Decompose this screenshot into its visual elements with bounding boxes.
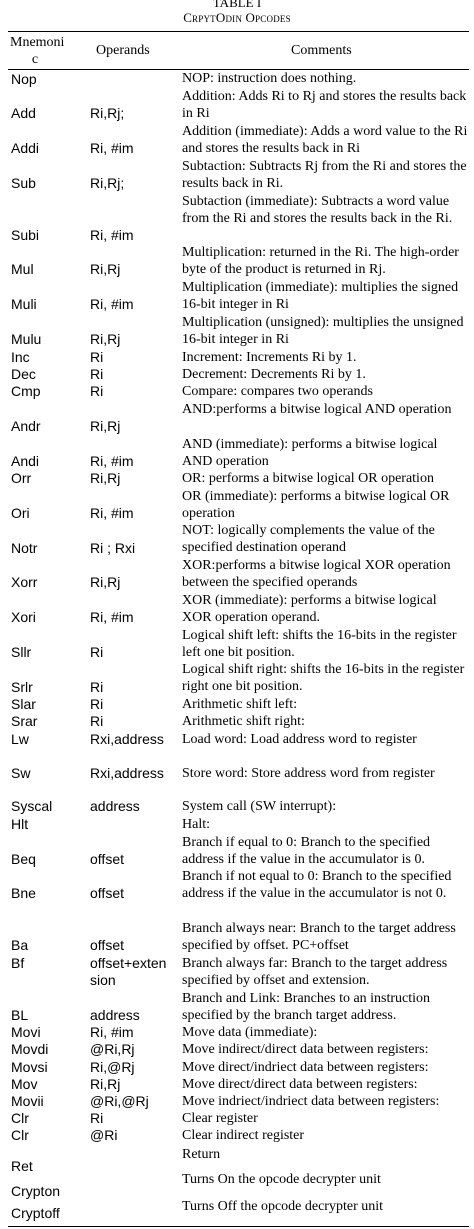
opcode-operands: @Ri,Rj xyxy=(90,1041,135,1057)
opcode-operands: address xyxy=(90,1007,140,1023)
opcode-mnemonic: Andi xyxy=(11,453,40,469)
opcode-comment: Clear indirect register xyxy=(182,1128,305,1143)
opcode-mnemonic: Movii xyxy=(11,1093,44,1109)
opcode-operands: Ri ; Rxi xyxy=(90,540,136,556)
opcode-comment: OR (immediate): performs a bitwise logical OR operation xyxy=(182,489,450,522)
opcode-mnemonic: Crypton xyxy=(11,1183,61,1199)
opcode-mnemonic: Syscal xyxy=(11,798,53,814)
opcode-operands: Ri,Rj xyxy=(90,1076,121,1092)
opcode-mnemonic: Srlr xyxy=(11,679,33,695)
opcode-comment: Decrement: Decrements Ri by 1. xyxy=(182,367,366,382)
opcode-operands: Ri,Rj xyxy=(90,470,121,486)
opcode-mnemonic: Sub xyxy=(11,175,36,191)
opcode-operands: Ri,Rj; xyxy=(90,175,125,191)
opcode-comment: Branch always near: Branch to the target address specified by offset. PC+offset xyxy=(182,921,456,954)
opcode-operands: offset+extension xyxy=(90,955,167,988)
opcode-operands: Ri xyxy=(90,383,104,399)
opcode-operands: address xyxy=(90,798,140,814)
opcode-comment: Branch always far: Branch to the target address specified by offset and extension. xyxy=(182,956,448,989)
opcode-operands: Ri xyxy=(90,644,104,660)
opcode-operands: offset xyxy=(90,851,124,867)
opcode-comment: Branch and Link: Branches to an instruction specified by the branch target address. xyxy=(182,991,431,1024)
opcode-comment: Multiplication (unsigned): multiplies the unsigned 16-bit integer in Ri xyxy=(182,315,464,348)
opcode-operands: Ri,Rj xyxy=(90,261,121,277)
opcode-comment: Subtaction: Subtracts Rj from the Ri and stores the results back in Ri. xyxy=(182,159,467,192)
opcode-mnemonic: Addi xyxy=(11,140,40,156)
table-top-rule xyxy=(8,31,469,32)
opcode-comment: Store word: Store address word from register xyxy=(182,766,435,781)
table-number: TABLE I xyxy=(212,0,262,10)
opcode-mnemonic: Muli xyxy=(11,296,37,312)
opcode-comment: Increment: Increments Ri by 1. xyxy=(182,350,357,365)
opcode-mnemonic: Subi xyxy=(11,227,40,243)
opcode-comment: Move indirect/direct data between registers: xyxy=(182,1042,429,1057)
opcode-mnemonic: Movsi xyxy=(11,1059,48,1075)
opcode-comment: AND:performs a bitwise logical AND operation xyxy=(182,402,452,417)
opcode-operands: Ri xyxy=(90,366,104,382)
opcode-mnemonic: Orr xyxy=(11,470,32,486)
opcode-mnemonic: Dec xyxy=(11,366,36,382)
opcode-mnemonic: Slar xyxy=(11,696,36,712)
opcode-mnemonic: Nop xyxy=(11,71,37,87)
opcode-mnemonic: Cryptoff xyxy=(11,1205,60,1221)
header-comments: Comments xyxy=(291,43,352,58)
opcode-mnemonic: Cmp xyxy=(11,383,41,399)
opcode-operands: offset xyxy=(90,885,124,901)
opcode-mnemonic: Sw xyxy=(11,765,31,781)
opcode-comment: Arithmetic shift right: xyxy=(182,714,305,729)
opcode-mnemonic: BL xyxy=(11,1007,29,1023)
opcode-operands: Ri xyxy=(90,713,104,729)
opcode-operands: Ri, #im xyxy=(90,227,134,243)
opcode-mnemonic: Clr xyxy=(11,1127,29,1143)
opcode-mnemonic: Andr xyxy=(11,418,41,434)
opcode-mnemonic: Beq xyxy=(11,851,36,867)
opcode-comment: Load word: Load address word to register xyxy=(182,732,417,747)
header-mnemonic: Mnemoni c xyxy=(10,35,65,67)
opcode-mnemonic: Mul xyxy=(11,261,34,277)
opcode-mnemonic: Xori xyxy=(11,609,36,625)
opcode-comment: Branch if not equal to 0: Branch to the specified address if the value in the accumulator is not 0. xyxy=(182,869,452,902)
opcode-operands: Rxi,address xyxy=(90,765,164,781)
opcode-mnemonic: Lw xyxy=(11,731,29,747)
opcode-operands: Ri,Rj xyxy=(90,331,121,347)
opcode-mnemonic: Sllr xyxy=(11,644,32,660)
opcode-mnemonic: Inc xyxy=(11,349,30,365)
opcode-operands: Ri, #im xyxy=(90,296,134,312)
opcode-operands: Ri, #im xyxy=(90,453,134,469)
opcode-comment: NOP: instruction does nothing. xyxy=(182,71,357,86)
opcode-operands: offset xyxy=(90,937,124,953)
opcode-operands: Ri, #im xyxy=(90,140,134,156)
opcode-comment: XOR (immediate): performs a bitwise logical XOR operation operand. xyxy=(182,593,437,626)
opcode-mnemonic: Hlt xyxy=(11,816,29,832)
opcode-comment: Branch if equal to 0: Branch to the specified address if the value in the accumulator is 0. xyxy=(182,835,431,868)
opcode-comment: Clear register xyxy=(182,1111,258,1126)
opcode-comment: Compare: compares two operands xyxy=(182,384,373,399)
opcode-operands: Ri,Rj xyxy=(90,418,121,434)
opcode-mnemonic: Bne xyxy=(11,885,36,901)
opcode-operands: @Ri,@Rj xyxy=(90,1093,149,1109)
opcode-mnemonic: Srar xyxy=(11,713,38,729)
opcode-operands: Ri xyxy=(90,696,104,712)
opcode-comment: Return xyxy=(182,1147,221,1162)
opcode-mnemonic: Clr xyxy=(11,1110,29,1126)
opcode-comment: Turns On the opcode decrypter unit xyxy=(182,1172,381,1187)
opcode-comment: Logical shift left: shifts the 16-bits in the register left one bit position. xyxy=(182,628,457,661)
opcode-mnemonic: Ba xyxy=(11,937,29,953)
opcode-operands: Ri,Rj; xyxy=(90,105,125,121)
opcode-comment: Turns Off the opcode decrypter unit xyxy=(182,1199,384,1214)
opcode-comment: OR: performs a bitwise logical OR operation xyxy=(182,471,434,486)
opcode-operands: Ri xyxy=(90,679,104,695)
opcode-mnemonic: Mov xyxy=(11,1076,38,1092)
opcode-operands: Ri,@Rj xyxy=(90,1059,135,1075)
opcode-mnemonic: Xorr xyxy=(11,574,38,590)
opcode-comment: Subtaction (immediate): Subtracts a word value from the Ri and stores the results back in the Ri. xyxy=(182,194,453,227)
opcode-mnemonic: Movdi xyxy=(11,1041,49,1057)
opcode-comment: NOT: logically complements the value of the specified destination operand xyxy=(182,523,435,556)
opcode-mnemonic: Ori xyxy=(11,505,30,521)
opcode-comment: Multiplication: returned in the Ri. The high-order byte of the product is returned in Rj. xyxy=(182,245,459,278)
opcode-comment: Move indriect/indriect data between registers: xyxy=(182,1094,440,1109)
opcode-comment: Move direct/direct data between registers: xyxy=(182,1077,418,1092)
opcode-comment: Arithmetic shift left: xyxy=(182,697,298,712)
opcode-comment: Addition: Adds Ri to Rj and stores the results back in Ri xyxy=(182,89,467,122)
opcode-comment: System call (SW interrupt): xyxy=(182,799,337,814)
opcode-comment: Logical shift right: shifts the 16-bits in the register right one bit position. xyxy=(182,662,465,695)
header-operands: Operands xyxy=(96,43,150,58)
opcode-comment: Halt: xyxy=(182,817,210,832)
opcode-comment: XOR:performs a bitwise logical XOR operation between the specified operands xyxy=(182,558,451,591)
opcode-mnemonic: Bf xyxy=(11,955,25,971)
opcode-operands: Ri, #im xyxy=(90,505,134,521)
table-title: CrpytOdin Opcodes xyxy=(183,10,291,25)
opcode-comment: Addition (immediate): Adds a word value to the Ri and stores the results back in Ri xyxy=(182,124,468,157)
opcode-operands: @Ri xyxy=(90,1127,118,1143)
opcode-operands: Ri, #im xyxy=(90,609,134,625)
opcode-comment: Move data (immediate): xyxy=(182,1025,318,1040)
table-bottom-rule xyxy=(8,1226,469,1227)
opcode-operands: Ri, #im xyxy=(90,1024,134,1040)
opcode-mnemonic: Ret xyxy=(11,1158,33,1174)
opcode-mnemonic: Movi xyxy=(11,1024,41,1040)
opcode-operands: Ri xyxy=(90,1110,104,1126)
opcode-operands: Ri,Rj xyxy=(90,574,121,590)
opcode-mnemonic: Mulu xyxy=(11,331,42,347)
opcode-operands: Rxi,address xyxy=(90,731,164,747)
opcode-mnemonic: Notr xyxy=(11,540,38,556)
opcode-comment: Multiplication (immediate): multiplies the signed 16-bit integer in Ri xyxy=(182,280,459,313)
opcode-operands: Ri xyxy=(90,349,104,365)
opcode-mnemonic: Add xyxy=(11,105,36,121)
opcode-comment: AND (immediate): performs a bitwise logical AND operation xyxy=(182,437,438,470)
opcode-comment: Move direct/indriect data between registers: xyxy=(182,1060,429,1075)
